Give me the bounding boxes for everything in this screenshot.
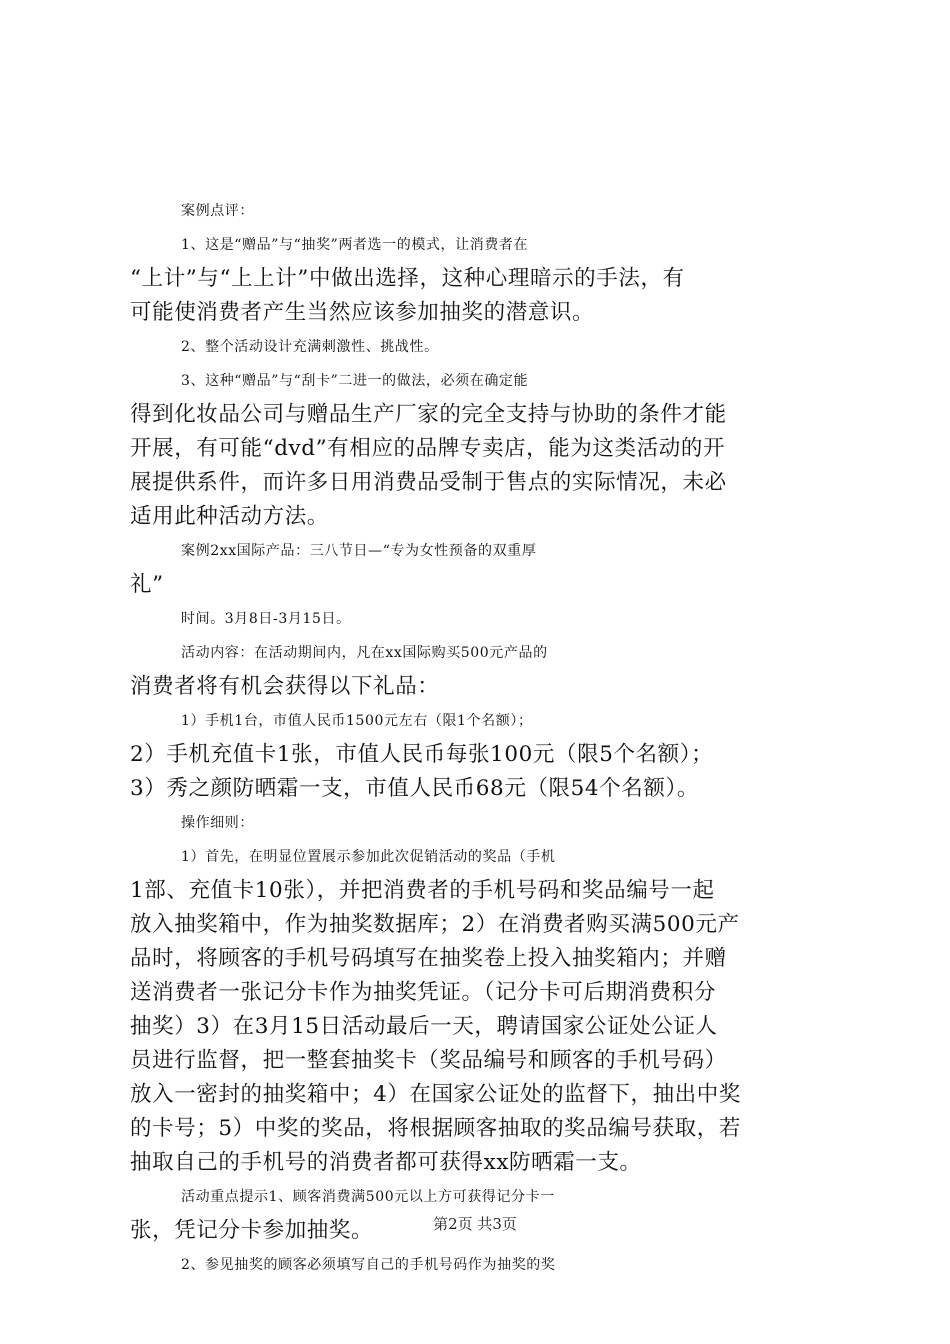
text-line: 适用此种活动方法。 bbox=[130, 504, 329, 529]
text-line: 送消费者一张记分卡作为抽奖凭证。（记分卡可后期消费积分 bbox=[130, 980, 716, 1005]
page-footer: 第2页 共3页 bbox=[433, 1215, 517, 1233]
text-line: 3、这种“赠品”与“刮卡”二进一的做法，必须在确定能 bbox=[181, 373, 529, 389]
text-line: 的卡号；5）中奖的奖品，将根据顾客抽取的奖品编号获取，若 bbox=[130, 1116, 741, 1141]
text-line: 2）手机充值卡1张，市值人民币每张100元（限5个名额）； bbox=[130, 742, 714, 767]
text-line: 可能使消费者产生当然应该参加抽奖的潜意识。 bbox=[130, 300, 595, 325]
text-line: 1）手机1台，市值人民币1500元左右（限1个名额）； bbox=[181, 713, 533, 729]
text-line: 1）首先，在明显位置展示参加此次促销活动的奖品（手机 bbox=[181, 849, 556, 865]
text-line: “上计”与“上上计”中做出选择，这种心理暗示的手法，有 bbox=[130, 266, 685, 291]
text-line: 消费者将有机会获得以下礼品： bbox=[130, 674, 440, 699]
text-line: 放入一密封的抽奖箱中；4）在国家公证处的监督下，抽出中奖 bbox=[130, 1082, 741, 1107]
text-line: 操作细则： bbox=[181, 815, 254, 831]
text-line: 活动重点提示1、顾客消费满500元以上方可获得记分卡一 bbox=[181, 1189, 555, 1205]
text-line: 抽取自己的手机号的消费者都可获得xx防晒霜一支。 bbox=[130, 1150, 642, 1175]
text-line: 3）秀之颜防晒霜一支，市值人民币68元（限54个名额）。 bbox=[130, 776, 699, 801]
text-line: 2、参见抽奖的顾客必须填写自己的手机号码作为抽奖的奖 bbox=[181, 1257, 556, 1273]
text-line: 1部、充值卡10张），并把消费者的手机号码和奖品编号一起 bbox=[130, 878, 715, 903]
text-line: 活动内容：在活动期间内，凡在xx国际购买500元产品的 bbox=[181, 645, 548, 661]
text-line: 员进行监督，把一整套抽奖卡（奖品编号和顾客的手机号码） bbox=[130, 1048, 727, 1073]
text-line: 展提供系件，而许多日用消费品受制于售点的实际情况，未必 bbox=[130, 470, 727, 495]
text-line: 礼” bbox=[130, 572, 164, 597]
text-line: 案例2xx国际产品：三八节日—“专为女性预备的双重厚 bbox=[181, 543, 537, 559]
text-line: 时间。3月8日-3月15日。 bbox=[181, 611, 351, 627]
text-line: 得到化妆品公司与赠品生产厂家的完全支持与协助的条件才能 bbox=[130, 402, 727, 427]
text-line: 2、整个活动设计充满刺激性、挑战性。 bbox=[181, 339, 439, 355]
text-line: 抽奖）3）在3月15日活动最后一天，聘请国家公证处公证人 bbox=[130, 1014, 718, 1039]
text-line: 1、这是“赠品”与“抽奖”两者选一的模式，让消费者在 bbox=[181, 237, 529, 253]
text-line: 放入抽奖箱中，作为抽奖数据库；2）在消费者购买满500元产 bbox=[130, 912, 740, 937]
text-line: 开展，有可能“dvd”有相应的品牌专卖店，能为这类活动的开 bbox=[130, 436, 726, 461]
text-line: 案例点评： bbox=[181, 203, 254, 219]
text-line: 张，凭记分卡参加抽奖。 bbox=[130, 1218, 374, 1243]
text-line: 品时，将顾客的手机号码填写在抽奖卷上投入抽奖箱内；并赠 bbox=[130, 946, 727, 971]
